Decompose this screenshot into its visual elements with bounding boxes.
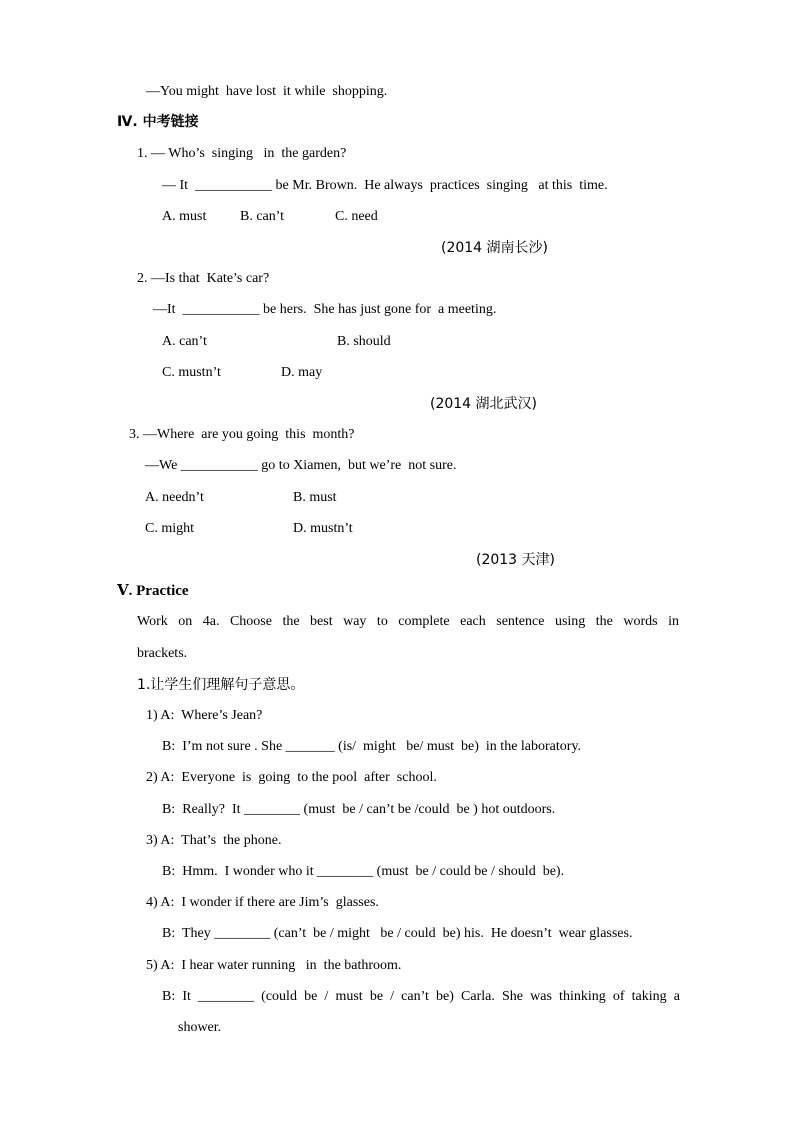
instruction-text-cont: brackets. [137,646,188,661]
option-c: C. might [145,521,195,536]
exercise-line-b: B: Really? It ________ (must be / can’t be /could be ) hot outdoors. [162,802,556,817]
question-prompt: 2. —Is that Kate’s car? [137,271,270,286]
section-title: Ⅴ. Practice [117,583,189,599]
option-b: B. should [337,334,391,349]
source-label: (2013 天津) [476,552,556,568]
option-d: D. mustn’t [293,521,353,536]
exercise-line-a: 1) A: Where’s Jean? [146,708,263,723]
option-d: D. may [281,365,323,380]
option-b: B. must [293,490,337,505]
source-label: (2014 湖南长沙) [441,240,549,256]
question-answer-line: — It ___________ be Mr. Brown. He always practices singing at this time. [162,178,608,193]
question-answer-line: —It ___________ be hers. She has just gone for a meeting. [153,302,497,317]
option-a: A. can’t [162,334,207,349]
exercise-line-b-cont: shower. [178,1020,222,1035]
exercise-line-b: B: It ________ (could be / must be / can’t be) Carla. She was thinking of taking a [162,989,680,1004]
exercise-line-a: 2) A: Everyone is going to the pool after school. [146,770,437,785]
exercise-line-b: B: Hmm. I wonder who it ________ (must be / could be / should be). [162,864,565,879]
option-c: C. mustn’t [162,365,221,380]
exercise-line-b: B: They ________ (can’t be / might be / could be) his. He doesn’t wear glasses. [162,926,633,941]
exercise-line-b: B: I’m not sure . She _______ (is/ might be/ must be) in the laboratory. [162,739,582,754]
option-a: A. must [162,209,207,224]
instruction-text: Work on 4a. Choose the best way to complete each sentence using the words in [137,614,679,629]
exercise-line-a: 3) A: That’s the phone. [146,833,282,848]
source-label: (2014 湖北武汉) [430,396,538,412]
option-a: A. needn’t [145,490,204,505]
teaching-step: 1.让学生们理解句子意思。 [137,677,305,693]
option-c: C. need [335,209,378,224]
exercise-line-a: 4) A: I wonder if there are Jim’s glasses. [146,895,379,910]
exercise-line-a: 5) A: I hear water running in the bathroom. [146,958,402,973]
dialogue-line: —You might have lost it while shopping. [146,84,388,99]
question-prompt: 3. —Where are you going this month? [129,427,355,442]
option-b: B. can’t [240,209,285,224]
question-prompt: 1. — Who’s singing in the garden? [137,146,347,161]
question-answer-line: —We ___________ go to Xiamen, but we’re not sure. [145,458,457,473]
section-title: Ⅳ. 中考链接 [117,114,199,130]
